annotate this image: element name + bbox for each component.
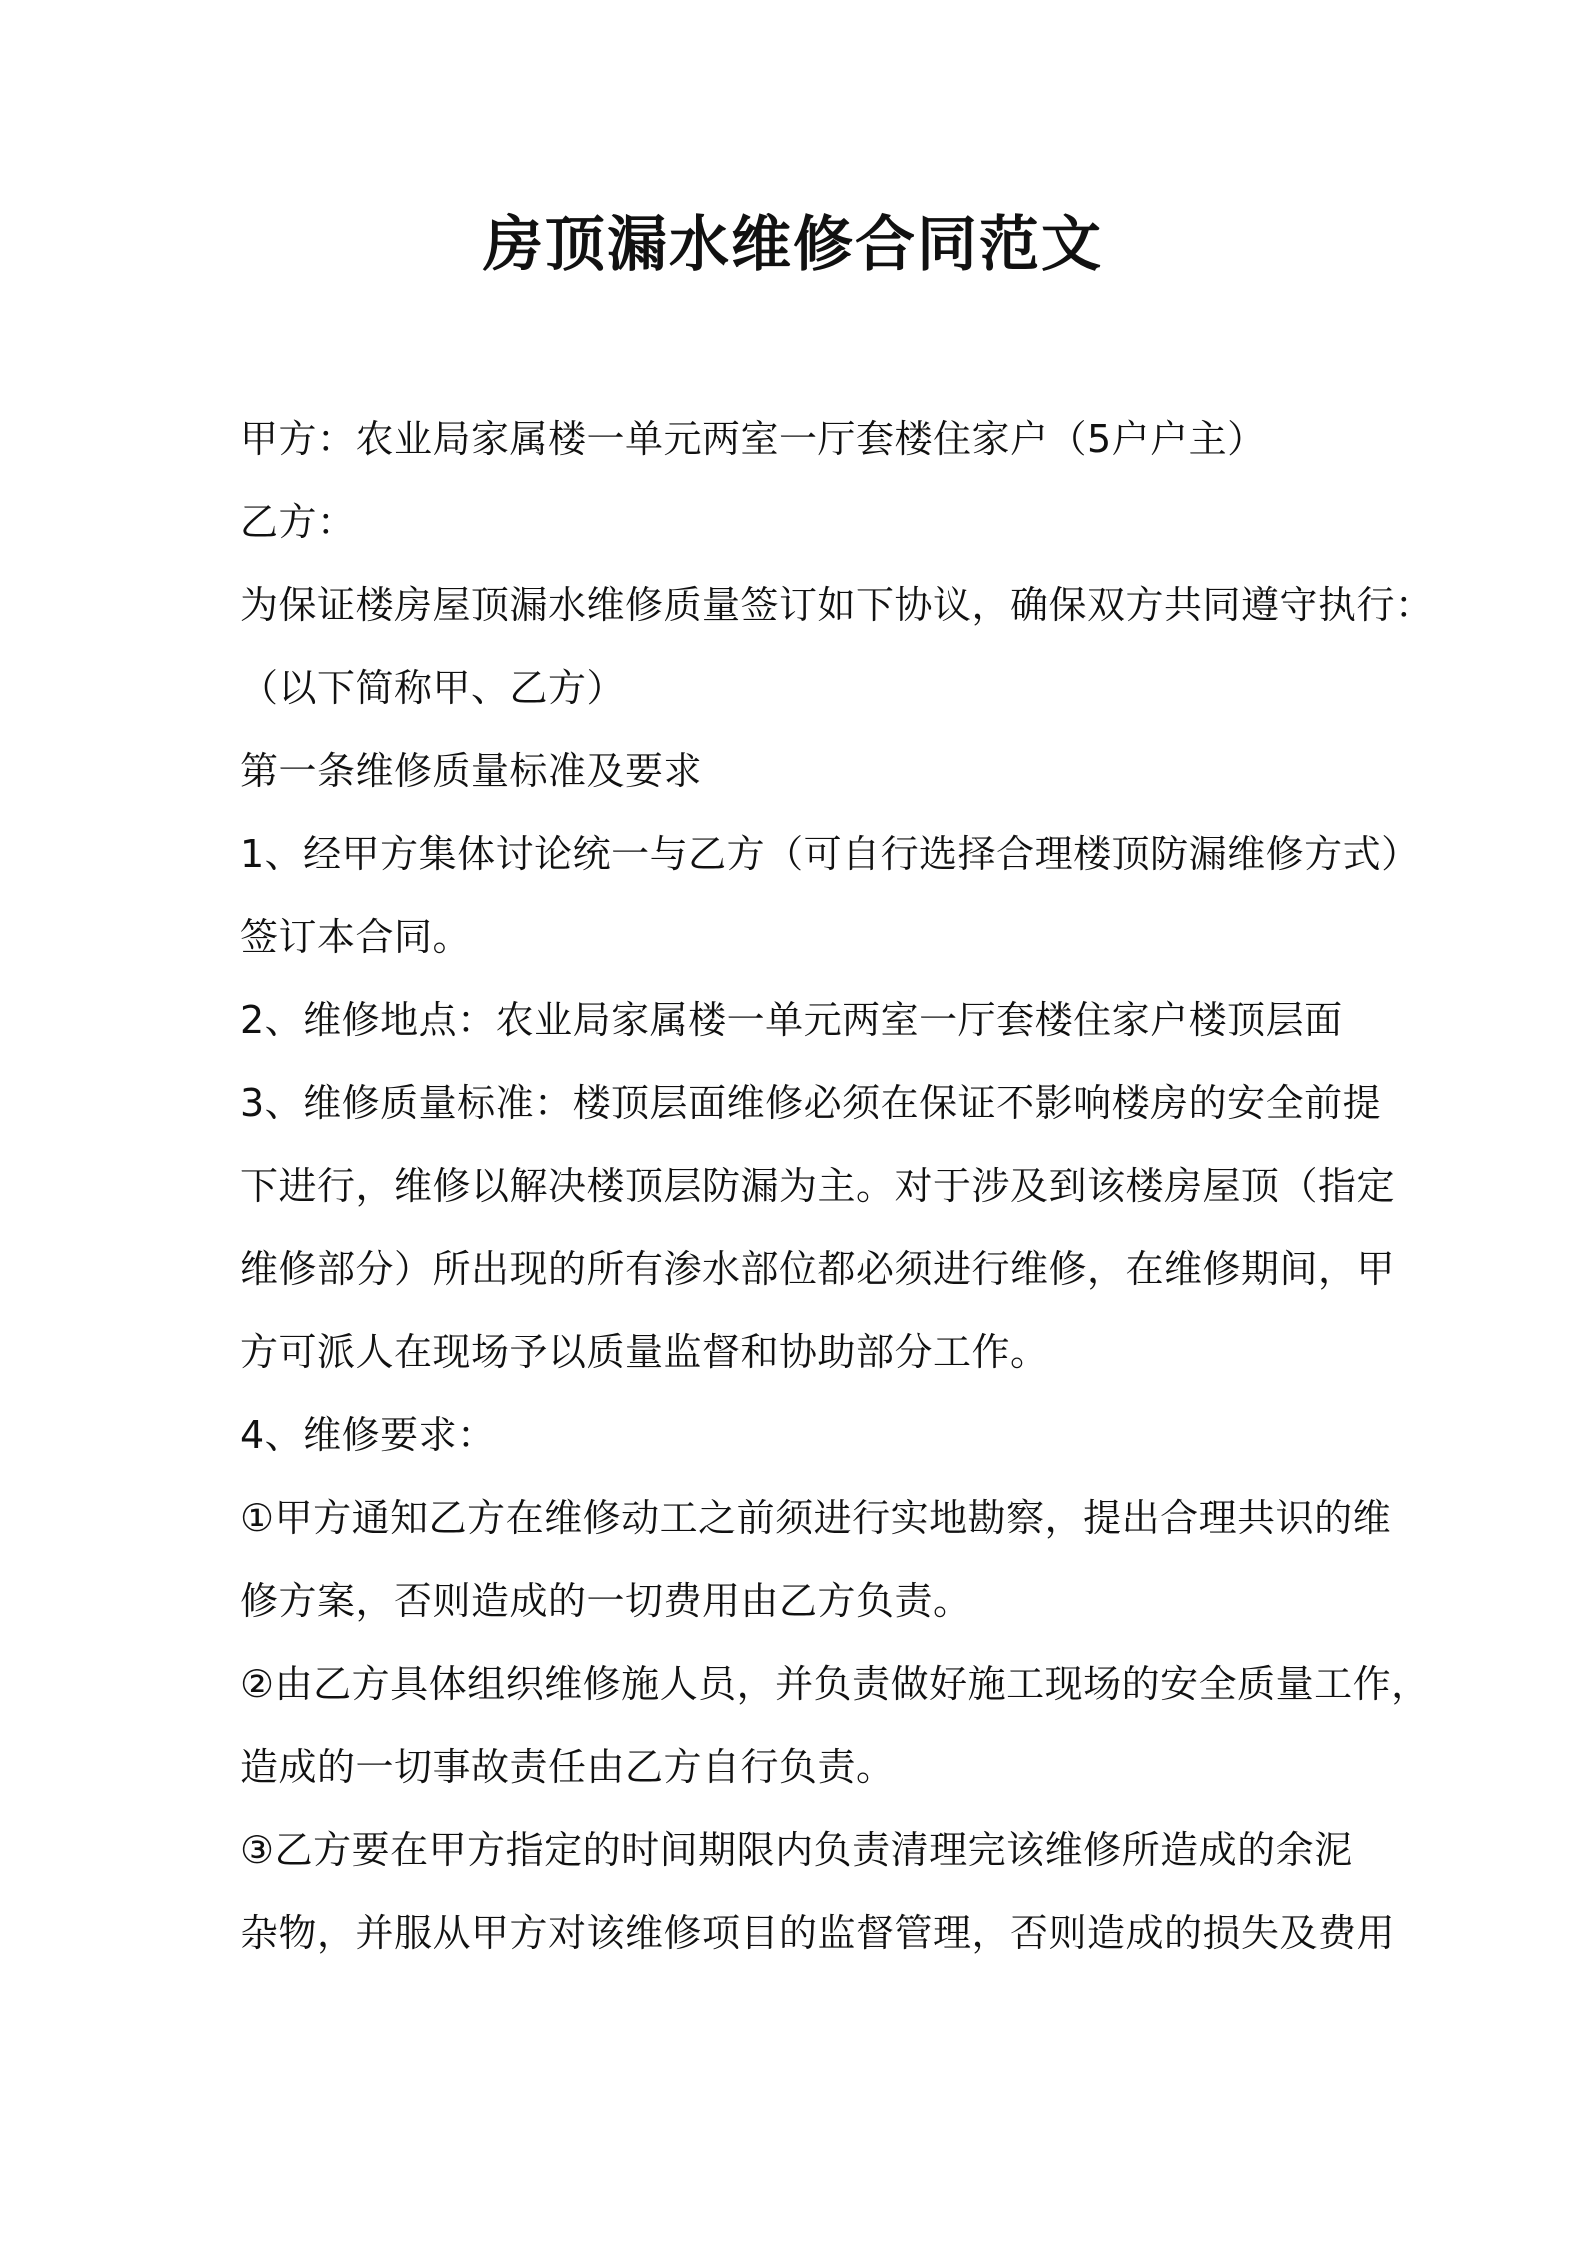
clause-3-line-4: 方可派人在现场予以质量监督和协助部分工作。 (240, 1330, 1049, 1374)
requirement-2-line-2: 造成的一切事故责任由乙方自行负责。 (240, 1745, 895, 1789)
requirement-2-line-1: ②由乙方具体组织维修施人员，并负责做好施工现场的安全质量工作， (240, 1662, 1430, 1706)
document-title: 房顶漏水维修合同范文 (483, 210, 1103, 280)
intro-note-line: （以下简称甲、乙方） (240, 666, 626, 710)
clause-3-line-3: 维修部分）所出现的所有渗水部位都必须进行维修，在维修期间，甲 (240, 1247, 1396, 1291)
requirement-3-line-2: 杂物，并服从甲方对该维修项目的监督管理，否则造成的损失及费用 (240, 1911, 1396, 1955)
requirement-3-line-1: ③乙方要在甲方指定的时间期限内负责清理完该维修所造成的余泥 (240, 1828, 1353, 1872)
clause-1-line-2: 签订本合同。 (240, 915, 472, 959)
clause-2-line: 2、维修地点：农业局家属楼一单元两室一厅套楼住家户楼顶层面 (240, 998, 1343, 1042)
clause-3-line-2: 下进行，维修以解决楼顶层防漏为主。对于涉及到该楼房屋顶（指定 (240, 1164, 1396, 1208)
clause-4-heading: 4、维修要求： (240, 1413, 496, 1457)
intro-line: 为保证楼房屋顶漏水维修质量签订如下协议，确保双方共同遵守执行： (240, 583, 1434, 627)
party-b-line: 乙方： (240, 500, 356, 544)
article-one-heading: 第一条维修质量标准及要求 (240, 749, 703, 793)
requirement-1-line-2: 修方案，否则造成的一切费用由乙方负责。 (240, 1579, 972, 1623)
party-a-line: 甲方：农业局家属楼一单元两室一厅套楼住家户（5户户主） (240, 417, 1266, 461)
clause-1-line-1: 1、经甲方集体讨论统一与乙方（可自行选择合理楼顶防漏维修方式） (240, 832, 1420, 876)
requirement-1-line-1: ①甲方通知乙方在维修动工之前须进行实地勘察，提出合理共识的维 (240, 1496, 1392, 1540)
document-body (240, 398, 1434, 1975)
clause-3-line-1: 3、维修质量标准：楼顶层面维修必须在保证不影响楼房的安全前提 (240, 1081, 1382, 1125)
